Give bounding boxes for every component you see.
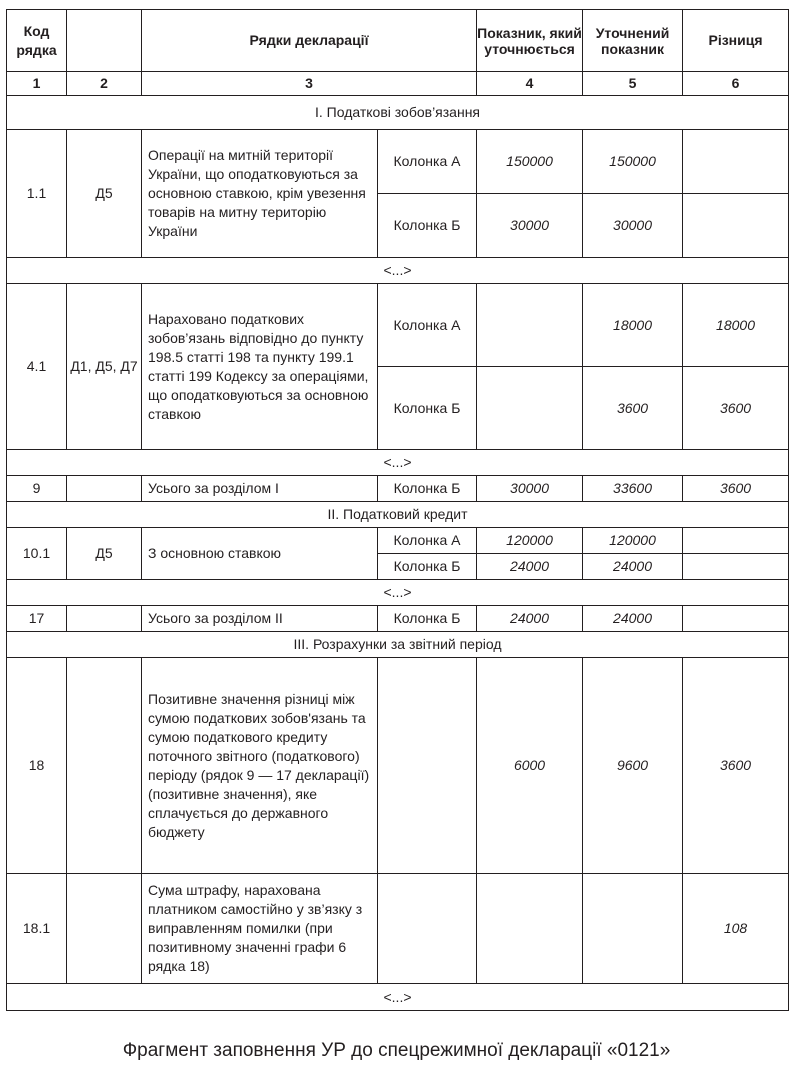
row-column-label: [378, 874, 477, 984]
value-col-6: 108: [683, 874, 789, 984]
col-number-1: 1: [7, 72, 67, 96]
value-col-5: 3600: [583, 367, 683, 450]
value-col-4: [477, 367, 583, 450]
ellipsis: <...>: [7, 450, 789, 476]
col-number-5: 5: [583, 72, 683, 96]
col-number-4: 4: [477, 72, 583, 96]
column-a-label: Колонка А: [378, 528, 477, 554]
row-column-label: [378, 658, 477, 874]
value-col-4: 30000: [477, 476, 583, 502]
header-indicator: Показник, який уточнюється: [477, 10, 583, 72]
ellipsis: <...>: [7, 258, 789, 284]
column-a-label: Колонка А: [378, 130, 477, 194]
ellipsis: <...>: [7, 580, 789, 606]
value-col-6: [683, 194, 789, 258]
header-ref: [67, 10, 142, 72]
value-col-5: 18000: [583, 284, 683, 367]
section-1-row: [7, 96, 789, 130]
table-row-1-1-a: [7, 130, 789, 194]
section-2-title: II. Податковий кредит: [7, 502, 789, 528]
row-description: Операції на митній території України, що оподатковуються за основною ставкою, крім увезення товарів на митну територію України: [142, 130, 378, 258]
row-code: 18: [7, 658, 67, 874]
row-ref: [67, 606, 142, 632]
table-row-18: [7, 658, 789, 874]
header-rows-title: Рядки декларації: [142, 10, 477, 72]
value-col-5: 24000: [583, 554, 683, 580]
row-description: Усього за розділом ІІ: [142, 606, 378, 632]
section-3-row: [7, 632, 789, 658]
ellipsis: <...>: [7, 984, 789, 1011]
row-code: 10.1: [7, 528, 67, 580]
section-3-title: III. Розрахунки за звітний період: [7, 632, 789, 658]
row-code: 17: [7, 606, 67, 632]
column-b-label: Колонка Б: [378, 606, 477, 632]
value-col-6: [683, 554, 789, 580]
section-1-title: I. Податкові зобов’язання: [7, 96, 789, 130]
value-col-4: 24000: [477, 554, 583, 580]
value-col-5: 30000: [583, 194, 683, 258]
value-col-6: 3600: [683, 476, 789, 502]
section-2-row: [7, 502, 789, 528]
value-col-4: [477, 874, 583, 984]
row-ref: [67, 874, 142, 984]
row-code: 18.1: [7, 874, 67, 984]
value-col-6: [683, 130, 789, 194]
row-ref: Д5: [67, 130, 142, 258]
row-ref: Д5: [67, 528, 142, 580]
value-col-6: 3600: [683, 658, 789, 874]
table-row-9: [7, 476, 789, 502]
table-row-4-1-a: [7, 284, 789, 367]
header-code: Код рядка: [7, 10, 67, 72]
value-col-4: 24000: [477, 606, 583, 632]
table-row-18-1: [7, 874, 789, 984]
value-col-5: 150000: [583, 130, 683, 194]
value-col-6: [683, 606, 789, 632]
column-b-label: Колонка Б: [378, 367, 477, 450]
column-b-label: Колонка Б: [378, 476, 477, 502]
row-code: 4.1: [7, 284, 67, 450]
row-code: 1.1: [7, 130, 67, 258]
value-col-4: 150000: [477, 130, 583, 194]
ellipsis-row: [7, 580, 789, 606]
ellipsis-row: [7, 258, 789, 284]
column-numbers-row: [7, 72, 789, 96]
header-refined: Уточнений показник: [583, 10, 683, 72]
row-description: Сума штрафу, нарахована платником самостійно у зв’язку з виправленням помилки (при позитивному значенні графи 6 рядка 18): [142, 874, 378, 984]
value-col-6: 3600: [683, 367, 789, 450]
value-col-6: [683, 528, 789, 554]
value-col-5: [583, 874, 683, 984]
value-col-4: 120000: [477, 528, 583, 554]
row-description: З основною ставкою: [142, 528, 378, 580]
ellipsis-row: [7, 450, 789, 476]
row-description: Позитивне значення різниці між сумою податкових зобов'язань та сумою податкового кредиту поточного звітного (податкового) періоду (рядок 9 — 17 декларації) (позитивне значення), яке сплачується до державного бюджету: [142, 658, 378, 874]
value-col-5: 120000: [583, 528, 683, 554]
header-difference: Різниця: [683, 10, 789, 72]
row-ref: [67, 476, 142, 502]
header-row: [7, 10, 789, 72]
col-number-3: 3: [142, 72, 477, 96]
row-ref: [67, 658, 142, 874]
value-col-5: 33600: [583, 476, 683, 502]
row-code: 9: [7, 476, 67, 502]
table-row-10-1-a: [7, 528, 789, 554]
column-a-label: Колонка А: [378, 284, 477, 367]
value-col-5: 9600: [583, 658, 683, 874]
declaration-table: [6, 9, 789, 1011]
value-col-4: 30000: [477, 194, 583, 258]
table-row-17: [7, 606, 789, 632]
row-ref: Д1, Д5, Д7: [67, 284, 142, 450]
column-b-label: Колонка Б: [378, 554, 477, 580]
col-number-2: 2: [67, 72, 142, 96]
figure-caption: Фрагмент заповнення УР до спецрежимної декларації «0121»: [122, 1040, 671, 1061]
value-col-4: 6000: [477, 658, 583, 874]
row-description: Нараховано податкових зобов’язань відповідно до пункту 198.5 статті 198 та пункту 199.1 статті 199 Кодексу за операціями, що оподатковуються за основною ставкою: [142, 284, 378, 450]
ellipsis-row: [7, 984, 789, 1011]
row-description: Усього за розділом І: [142, 476, 378, 502]
column-b-label: Колонка Б: [378, 194, 477, 258]
value-col-4: [477, 284, 583, 367]
value-col-5: 24000: [583, 606, 683, 632]
value-col-6: 18000: [683, 284, 789, 367]
col-number-6: 6: [683, 72, 789, 96]
